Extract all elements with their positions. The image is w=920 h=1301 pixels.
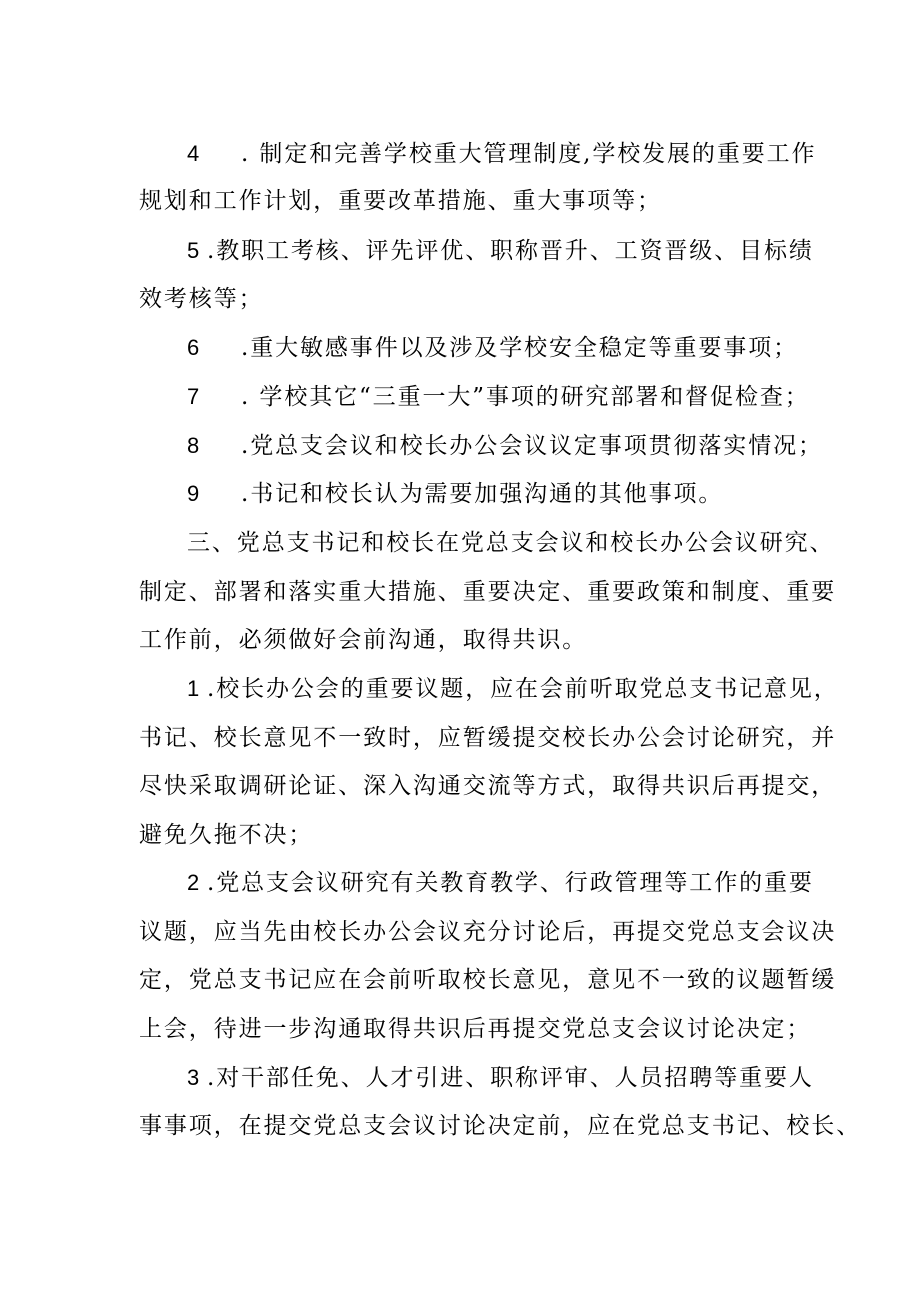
- paragraph-line: [139, 965, 836, 995]
- list-item-1: [187, 674, 839, 704]
- paragraph-line: [139, 1014, 811, 1044]
- line-text: 定，党总支书记应在会前听取校长意见，意见不一致的议题暂缓: [139, 967, 837, 993]
- item-number: 6: [187, 335, 202, 360]
- item-number: 5: [187, 238, 202, 263]
- item-number: 2: [187, 870, 202, 895]
- list-item-8: [187, 431, 823, 461]
- item-number: 8: [187, 433, 202, 458]
- section-heading-3: [187, 528, 834, 558]
- item-text: .书记和校长认为需要加强沟通的其他事项。: [241, 481, 724, 507]
- line-text: 上会，待进一步沟通取得共识后再提交党总支会议讨论决定；: [139, 1016, 812, 1042]
- paragraph-line: [139, 577, 836, 607]
- item-text: .校长办公会的重要议题，应在会前听取党总支书记意见，: [207, 676, 839, 702]
- line-text: 工作前，必须做好会前沟通，取得共识。: [139, 627, 588, 653]
- line-text: 避免久拖不决；: [139, 822, 314, 848]
- paragraph-line: [139, 771, 836, 801]
- paragraph-line: [139, 284, 264, 314]
- item-text: .重大敏感事件以及涉及学校安全稳定等重要事项；: [241, 335, 799, 361]
- line-text: 尽快采取调研论证、深入沟通交流等方式，取得共识后再提交，: [139, 773, 837, 799]
- item-text: . 学校其它“三重一大”事项的研究部署和督促检查；: [241, 384, 810, 410]
- line-text: 制定、部署和落实重大措施、重要决定、重要政策和制度、重要: [139, 579, 837, 605]
- list-item-7: [187, 382, 810, 412]
- item-text: . 制定和完善学校重大管理制度,学校发展的重要工作: [241, 141, 817, 167]
- item-text: .教职工考核、评先评优、职称晋升、工资晋级、目标绩: [207, 238, 814, 264]
- paragraph-line: [139, 186, 662, 216]
- item-number: 9: [187, 481, 202, 506]
- list-item-4: [187, 139, 816, 169]
- paragraph-line: [139, 723, 836, 753]
- line-text: 书记、校长意见不一致时，应暂缓提交校长办公会讨论研究，并: [139, 725, 837, 751]
- list-item-9: [187, 479, 723, 509]
- paragraph-line: [139, 625, 587, 655]
- paragraph-line: [139, 1111, 861, 1141]
- list-item-5: [187, 236, 814, 266]
- item-number: 3: [187, 1065, 202, 1090]
- item-number: 4: [187, 141, 202, 166]
- item-text: .党总支会议研究有关教育教学、行政管理等工作的重要: [207, 870, 814, 896]
- paragraph-line: [139, 917, 836, 947]
- line-text: 规划和工作计划，重要改革措施、重大事项等；: [139, 188, 662, 214]
- list-item-2: [187, 868, 814, 898]
- list-item-6: [187, 333, 798, 363]
- line-text: 事事项，在提交党总支会议讨论决定前，应在党总支书记、校长、: [139, 1113, 862, 1139]
- line-text: 效考核等；: [139, 286, 264, 312]
- item-number: 7: [187, 384, 202, 409]
- list-item-3: [187, 1063, 814, 1093]
- item-text: .对干部任免、人才引进、职称评审、人员招聘等重要人: [207, 1065, 814, 1091]
- line-text: 三、党总支书记和校长在党总支会议和校长办公会议研究、: [187, 530, 835, 556]
- item-text: .党总支会议和校长办公会议议定事项贯彻落实情况；: [241, 433, 823, 459]
- line-text: 议题，应当先由校长办公会议充分讨论后，再提交党总支会议决: [139, 919, 837, 945]
- item-number: 1: [187, 676, 202, 701]
- paragraph-line: [139, 820, 313, 850]
